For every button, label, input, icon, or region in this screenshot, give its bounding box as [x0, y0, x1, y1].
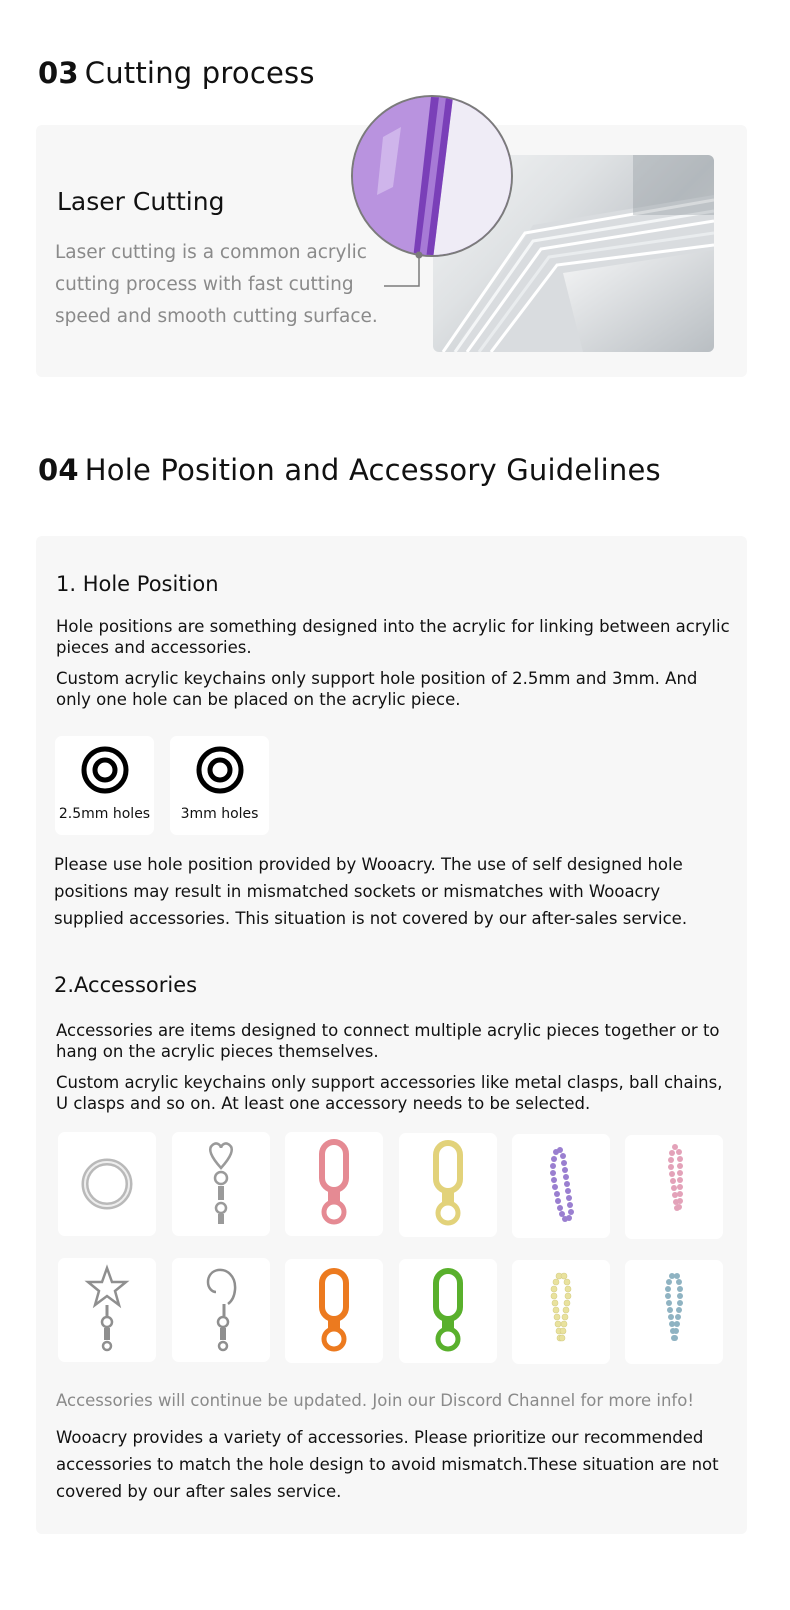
accessory-pink-ball-chain[interactable]	[625, 1135, 723, 1239]
hole-option-label: 3mm holes	[180, 806, 259, 822]
laser-cutting-description: Laser cutting is a common acrylic cutting process with fast cutting speed and smooth cutting surface.	[55, 242, 378, 327]
hole-position-warning: Please use hole position provided by Wooacry. The use of self designed hole positions may result in mismatched sockets or mismatches with Wooacry supplied accessories. This situation is not covered by our after-sales service.	[54, 855, 688, 928]
laser-cutting-heading: Laser Cutting	[57, 187, 225, 216]
accessories-para-1: Accessories are items designed to connect multiple acrylic pieces together or to hang on the acrylic pieces themselves.	[56, 1021, 720, 1061]
accessory-orange-u-clasp[interactable]	[285, 1259, 383, 1363]
hole-position-para-1: Hole positions are something designed into the acrylic for linking between acrylic pieces and accessories.	[56, 617, 730, 657]
accessory-silver-jump-ring[interactable]	[58, 1132, 156, 1236]
ball-chain-icon	[512, 1134, 610, 1238]
u-clasp-icon	[285, 1132, 383, 1236]
accessory-silver-hook-clasp[interactable]	[172, 1258, 270, 1362]
ball-chain-icon	[625, 1260, 723, 1364]
section-number-highlight: 04	[38, 453, 79, 487]
accessories-heading: 2.Accessories	[54, 973, 198, 997]
section-number-highlight: 03	[38, 56, 79, 90]
star-clasp-icon	[58, 1258, 156, 1362]
lens-leader-line	[36, 125, 747, 377]
u-clasp-icon	[285, 1259, 383, 1363]
hole-position-para-2: Custom acrylic keychains only support hole position of 2.5mm and 3mm. And only one hole can be placed on the acrylic piece.	[56, 669, 698, 709]
accessory-pink-u-clasp[interactable]	[285, 1132, 383, 1236]
accessory-silver-heart-clasp[interactable]	[172, 1132, 270, 1236]
section-03-title: 03 Cutting process	[38, 56, 315, 90]
heart-clasp-icon	[172, 1132, 270, 1236]
accessories-para-2: Custom acrylic keychains only support accessories like metal clasps, ball chains, U clasps and so on. At least one accessory needs to be selected.	[56, 1073, 723, 1113]
accessory-silver-star-clasp[interactable]	[58, 1258, 156, 1362]
u-clasp-icon	[399, 1133, 497, 1237]
ball-chain-icon	[512, 1260, 610, 1364]
accessory-purple-ball-chain[interactable]	[512, 1134, 610, 1238]
laser-cutting-card	[36, 125, 747, 377]
u-clasp-icon	[399, 1259, 497, 1363]
jump-ring-icon	[58, 1132, 156, 1236]
accessory-blue-ball-chain[interactable]	[625, 1260, 723, 1364]
hook-clasp-icon	[172, 1258, 270, 1362]
accessory-cream-ball-chain[interactable]	[512, 1260, 610, 1364]
accessory-green-u-clasp[interactable]	[399, 1259, 497, 1363]
hole-option-3mm	[170, 736, 269, 835]
hole-position-heading: 1. Hole Position	[56, 572, 219, 596]
concentric-circle-icon	[80, 745, 130, 795]
hole-option-2-5mm	[55, 736, 154, 835]
hole-accessory-card	[36, 536, 747, 1534]
ball-chain-icon	[625, 1135, 723, 1239]
hole-option-label: 2.5mm holes	[58, 806, 151, 822]
concentric-circle-icon	[195, 745, 245, 795]
accessory-yellow-u-clasp[interactable]	[399, 1133, 497, 1237]
accessories-update-note: Accessories will continue be updated. Join our Discord Channel for more info!	[56, 1391, 694, 1410]
section-04-title: 04 Hole Position and Accessory Guidelines	[38, 453, 661, 487]
accessories-closing-text: Wooacry provides a variety of accessories. Please prioritize our recommended accessories to match the hole design to avoid mismatch.These situation are not covered by our after sales service.	[56, 1428, 719, 1501]
